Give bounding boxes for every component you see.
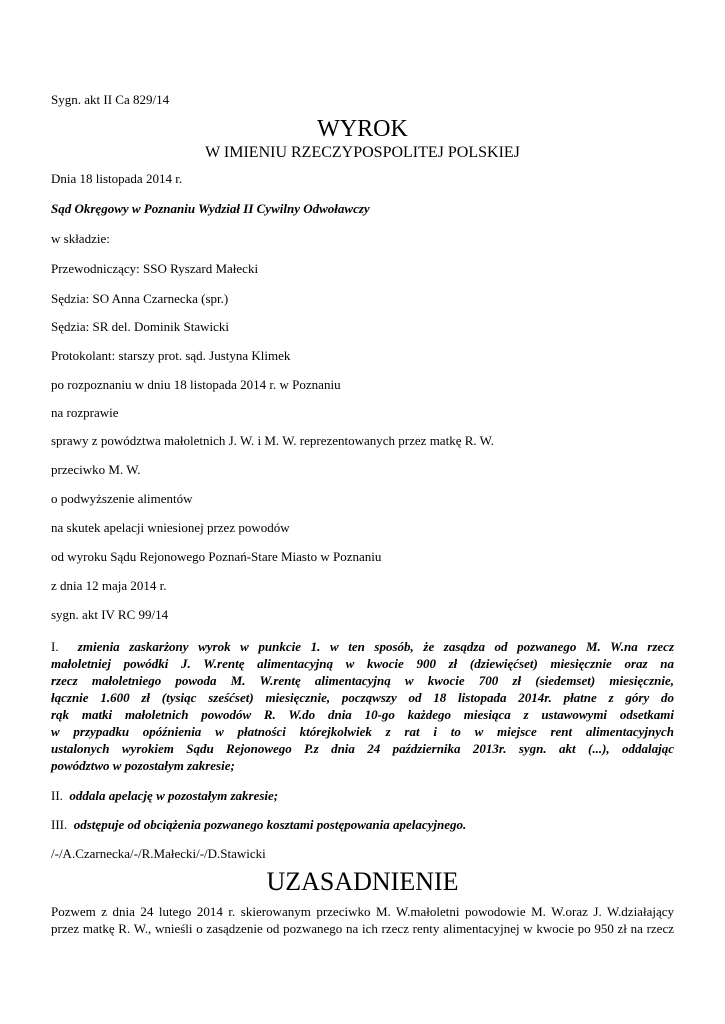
defendant: przeciwko M. W. — [51, 462, 141, 477]
ruling-point-1: I. zmienia zaskarżony wyrok w punkcie 1. w ten sposób, że zasądza od pozwanego M. W.na rzecz małoletniej powódki J. W.rentę alimentacyjną w kwocie 900 zł (dziewięćset) miesięcznie oraz na rzecz małoletniego powoda M. W.rentę alimentacyjną w kwocie 700 zł (siedemset) miesięcznie, łącznie 1.600 zł (tysiąc sześćset) miesięcznie, począwszy od 18 listopada 2014r. płatne z góry do rąk matki małoletnich powodów R. W.do dnia 10-go każdego miesiąca z ustawowymi odsetkami w przypadku opóźnienia w płatności którejkolwiek z rat i to w miejsce rent alimentacyjnych ustalonych wyrokiem Sądu Rejonowego P.z dnia 24 października 2013r. sygn. akt (...), oddalając powództwo w pozostałym zakresie; — [51, 639, 675, 773]
ruling-point-3 — [51, 816, 466, 833]
ruling-3-text: odstępuje od obciążenia pozwanego kosztami postępowania apelacyjnego. — [73, 817, 467, 832]
justification-paragraph: Pozwem z dnia 24 lutego 2014 r. skierowanym przeciwko M. W.małoletni powodowie M. W.oraz J. W.działający przez matkę R. W., wnieśli o zasądzenie od pozwanego na ich rzecz renty alimentacyjnej w kwocie po 950 zł na rzecz — [51, 904, 674, 936]
judge-2: Sędzia: SR del. Dominik Stawicki — [51, 319, 230, 334]
hearing-info: po rozpoznaniu w dniu 18 listopada 2014 r. w Poznaniu — [51, 377, 341, 392]
ruling-3-number: III. — [51, 817, 68, 832]
presiding-judge: Przewodniczący: SSO Ryszard Małecki — [51, 261, 259, 276]
composition-label: w składzie: — [51, 231, 110, 246]
justification-title: UZASADNIENIE — [266, 867, 459, 896]
ruling-2-text: oddala apelację w pozostałym zakresie; — [69, 788, 279, 803]
ruling-1-number: I. — [51, 639, 59, 654]
ruling-point-2 — [51, 787, 278, 804]
clerk: Protokolant: starszy prot. sąd. Justyna Klimek — [51, 348, 291, 363]
court-name: Sąd Okręgowy w Poznaniu Wydział II Cywilny Odwoławczy — [51, 201, 370, 216]
judge-1: Sędzia: SO Anna Czarnecka (spr.) — [51, 291, 229, 306]
document-subtitle: W IMIENIU RZECZYPOSPOLITEJ POLSKIEJ — [205, 144, 520, 161]
judge-signatures: /-/A.Czarnecka/-/R.Małecki/-/D.Stawicki — [51, 846, 266, 861]
case-description: sprawy z powództwa małoletnich J. W. i M. W. reprezentowanych przez matkę R. W. — [51, 433, 494, 448]
document-title: WYROK — [317, 116, 408, 142]
judgment-date: Dnia 18 listopada 2014 r. — [51, 171, 183, 186]
case-subject: o podwyższenie alimentów — [51, 491, 193, 506]
lower-judgment-date: z dnia 12 maja 2014 r. — [51, 578, 167, 593]
lower-court-signature: sygn. akt IV RC 99/14 — [51, 607, 169, 622]
lower-court-judgment: od wyroku Sądu Rejonowego Poznań-Stare Miasto w Poznaniu — [51, 549, 382, 564]
ruling-2-number: II. — [51, 788, 63, 803]
case-signature: Sygn. akt II Ca 829/14 — [51, 92, 170, 107]
appeal-info: na skutek apelacji wniesionej przez powodów — [51, 520, 290, 535]
on-hearing: na rozprawie — [51, 405, 119, 420]
